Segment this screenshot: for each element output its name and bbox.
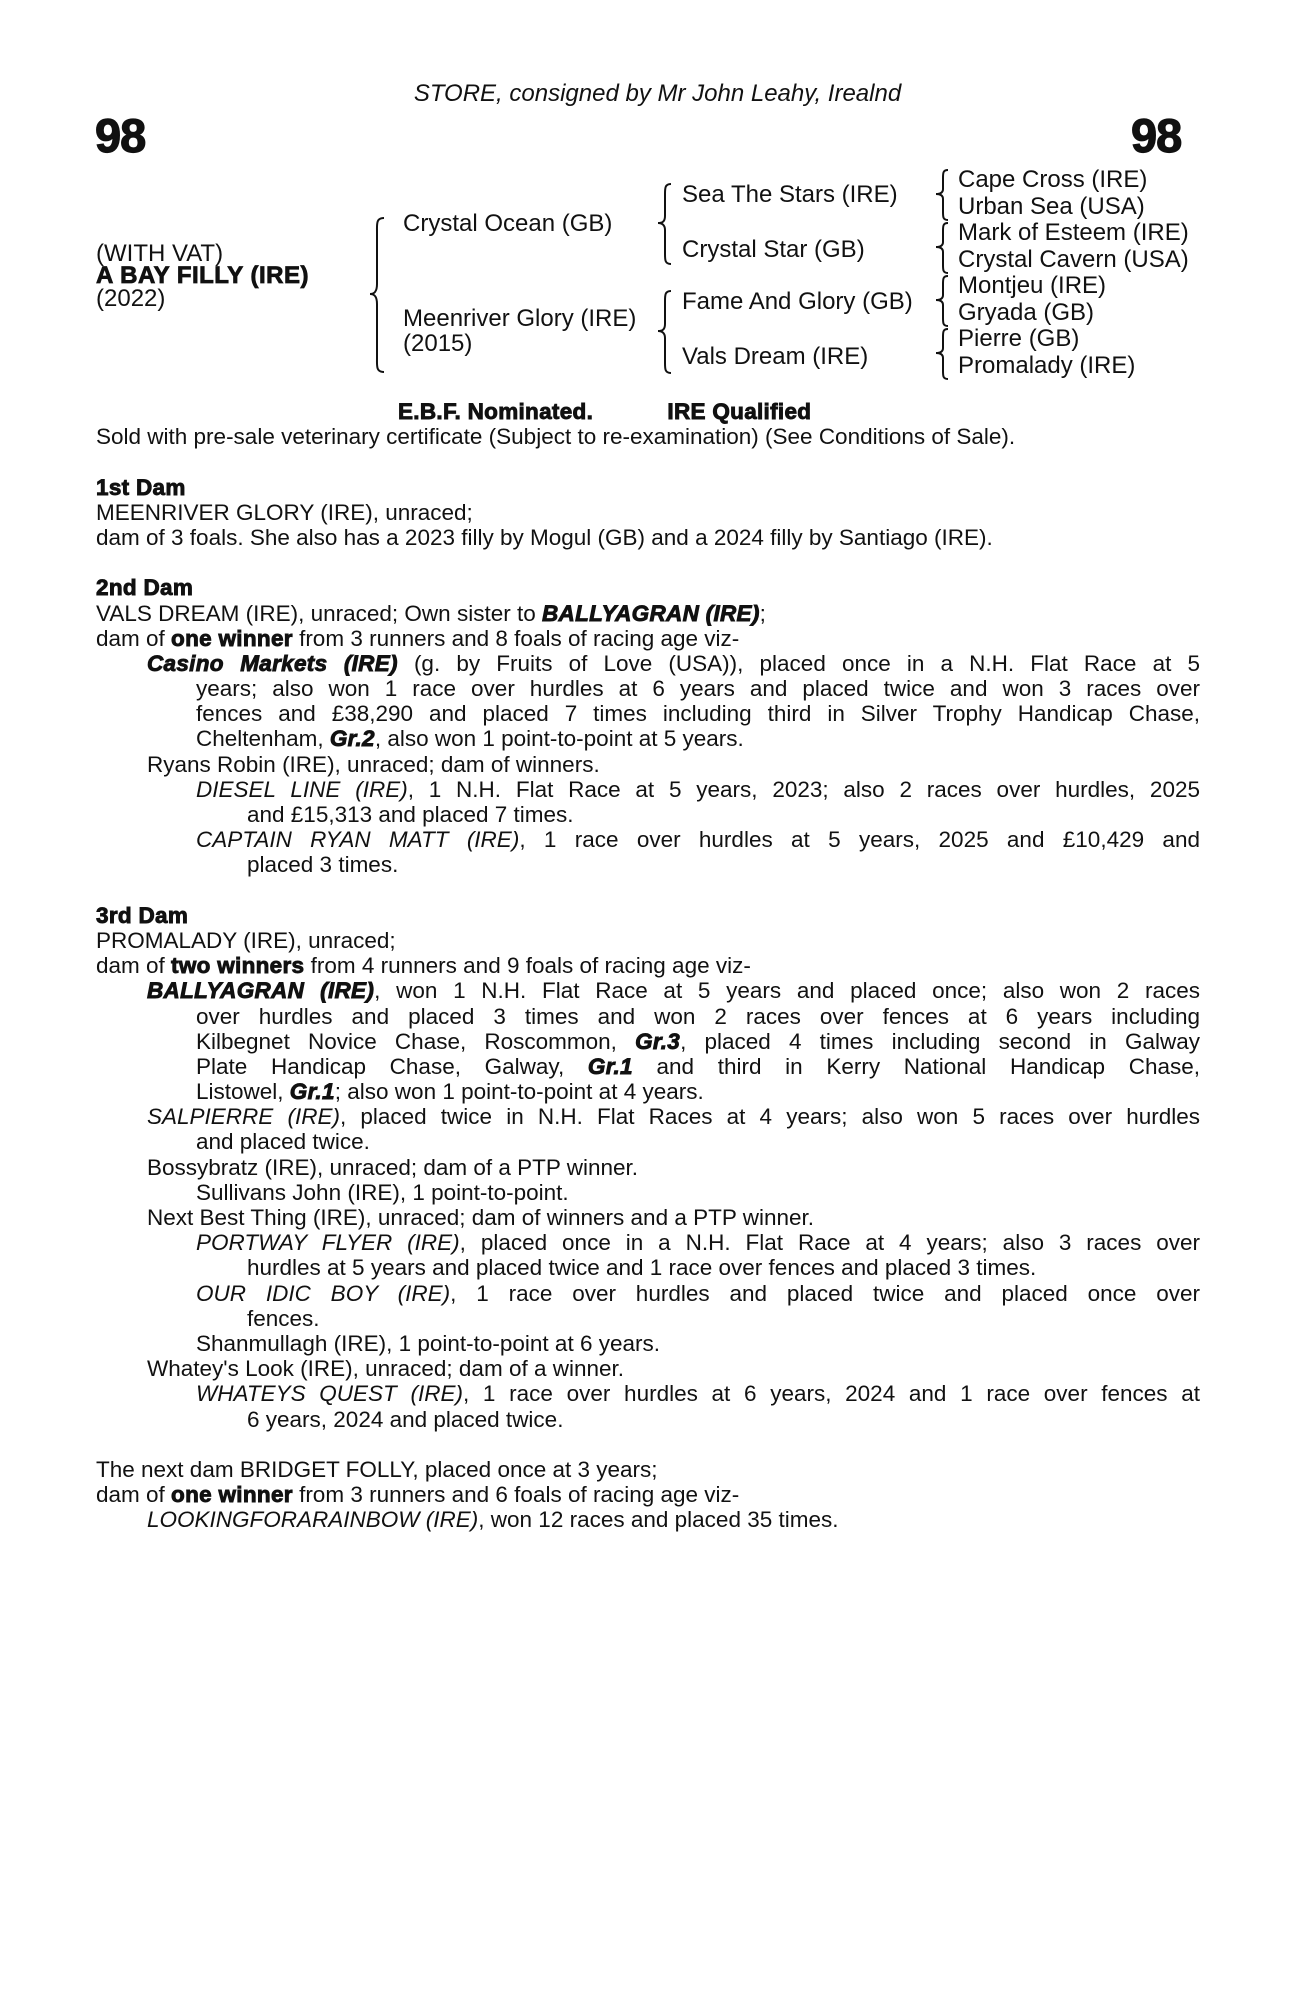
body-text: Sullivans John (IRE), 1 point-to-point. <box>196 1179 569 1205</box>
body-line <box>96 852 1200 877</box>
body-line <box>96 802 1200 827</box>
horse-name-emphasis: Gr.1 <box>587 1053 633 1079</box>
ggp-1: Cape Cross (IRE) <box>958 166 1148 193</box>
body-text: , placed once in a N.H. Flat Race at 4 years; also 3 races over <box>459 1230 1200 1256</box>
section-heading: 2nd Dam <box>96 575 194 601</box>
body-line <box>96 953 1200 978</box>
ggp-2: Urban Sea (USA) <box>958 192 1145 220</box>
body-line <box>96 1230 1200 1255</box>
body-line <box>96 1205 1200 1230</box>
body-text: dam of <box>96 1482 172 1508</box>
body-text: dam of 3 foals. She also has a 2023 filly by Mogul (GB) and a 2024 filly by Santiago (IRE). <box>96 524 993 550</box>
body-line <box>96 651 1200 676</box>
horse-name-emphasis: Casino Markets (IRE) <box>147 650 398 676</box>
body-line <box>96 1079 1200 1104</box>
body-line <box>96 1029 1200 1054</box>
body-line <box>96 500 1200 525</box>
sire-sire: Sea The Stars (IRE) <box>682 181 898 208</box>
body-line <box>96 1381 1200 1406</box>
horse-name-emphasis: WHATEYS QUEST (IRE) <box>196 1381 463 1407</box>
body-line <box>96 1331 1200 1356</box>
body-text: , 1 race over hurdles at 5 years, 2025 and £10,429 and <box>519 827 1200 853</box>
body-text: and third in Kerry National Handicap Chase, <box>632 1053 1200 1079</box>
horse-name: A BAY FILLY (IRE) <box>96 262 309 289</box>
horse-name-emphasis: one winner <box>171 625 293 651</box>
dam-name: Meenriver Glory (IRE) <box>403 305 637 332</box>
body-text: Bossybratz (IRE), unraced; dam of a PTP winner. <box>147 1154 639 1180</box>
body-text: ; also won 1 point-to-point at 4 years. <box>334 1079 704 1105</box>
horse-name-emphasis: Gr.3 <box>635 1028 681 1054</box>
body-text: and £15,313 and placed 7 times. <box>247 802 574 827</box>
pedigree-brace-main <box>368 216 388 376</box>
body-text: over hurdles and placed 3 times and won 2 races over fences at 6 years including <box>196 1003 1200 1029</box>
body-text: , 1 race over hurdles and placed twice and placed once over <box>450 1280 1200 1306</box>
spacer <box>96 1432 1200 1457</box>
body-text: dam of <box>96 625 172 651</box>
horse-name-emphasis: BALLYAGRAN (IRE) <box>147 978 375 1004</box>
section-heading: 3rd Dam <box>96 902 189 928</box>
body-line <box>96 1281 1200 1306</box>
body-line <box>96 903 1200 928</box>
body-text: , 1 N.H. Flat Race at 5 years, 2023; also 2 races over hurdles, 2025 <box>407 776 1200 802</box>
body-line <box>96 777 1200 802</box>
ggp-8: Promalady (IRE) <box>958 351 1136 379</box>
horse-name-emphasis: CAPTAIN RYAN MATT (IRE) <box>196 827 520 853</box>
body-line <box>96 701 1200 726</box>
body-text: ; <box>759 600 766 626</box>
ggp-7: Pierre (GB) <box>958 325 1080 352</box>
body-line <box>96 475 1200 500</box>
lot-number-left: 98 <box>95 109 146 162</box>
pedigree-brace-sire <box>655 182 675 266</box>
body-line <box>96 1482 1200 1507</box>
pedigree-brace-g4 <box>933 327 951 381</box>
pedigree-brace-g3 <box>933 274 951 328</box>
body-text: Whatey's Look (IRE), unraced; dam of a winner. <box>147 1356 625 1382</box>
body-line <box>96 1129 1200 1154</box>
spacer <box>96 550 1200 575</box>
body-text: VALS DREAM (IRE), unraced; Own sister to <box>96 600 542 626</box>
pedigree-brace-dam <box>655 289 675 375</box>
body-line <box>96 1255 1200 1280</box>
ggp-5: Montjeu (IRE) <box>958 272 1107 299</box>
ggp-6: Gryada (GB) <box>958 298 1095 326</box>
ggp-3: Mark of Esteem (IRE) <box>958 219 1189 246</box>
body-line <box>96 1356 1200 1381</box>
dam-history <box>96 475 1200 1533</box>
nominations-line <box>96 399 1200 424</box>
spacer <box>96 878 1200 903</box>
body-line <box>96 726 1200 751</box>
body-text: fences. <box>247 1305 320 1331</box>
horse-name-emphasis: DIESEL LINE (IRE) <box>196 776 408 802</box>
pedigree-brace-g1 <box>933 168 951 222</box>
body-text: 6 years, 2024 and placed twice. <box>247 1406 564 1432</box>
body-text: from 4 runners and 9 foals of racing age viz- <box>304 953 751 979</box>
body-line <box>96 978 1200 1003</box>
body-text: , won 12 races and placed 35 times. <box>478 1507 839 1533</box>
body-line <box>96 575 1200 600</box>
body-text: The next dam BRIDGET FOLLY, placed once at 3 years; <box>96 1456 658 1482</box>
body-text: (g. by Fruits of Love (USA)), placed once in a N.H. Flat Race at 5 <box>397 650 1200 676</box>
horse-name-emphasis: SALPIERRE (IRE) <box>147 1104 340 1130</box>
body-line <box>96 1306 1200 1331</box>
vet-certificate-note: Sold with pre-sale veterinary certificate (Subject to re-examination) (See Conditions of Sale). <box>96 424 1016 450</box>
body-line <box>96 1004 1200 1029</box>
body-text: Ryans Robin (IRE), unraced; dam of winners. <box>147 751 600 777</box>
body-line <box>96 1507 1200 1532</box>
body-text: MEENRIVER GLORY (IRE), unraced; <box>96 499 473 525</box>
horse-name-emphasis: one winner <box>171 1482 293 1508</box>
horse-name-emphasis: Gr.2 <box>329 726 375 752</box>
ggp-4: Crystal Cavern (USA) <box>958 245 1189 273</box>
body-line <box>96 928 1200 953</box>
ebf-nominated: E.B.F. Nominated. <box>398 399 594 424</box>
body-line <box>96 1104 1200 1129</box>
body-text: , placed 4 times including second in Galway <box>680 1028 1200 1054</box>
body-text: Cheltenham, <box>196 726 330 752</box>
body-text: fences and £38,290 and placed 7 times including third in Silver Trophy Handicap Chase, <box>196 701 1200 727</box>
ire-qualified: IRE Qualified <box>667 399 812 424</box>
body-text: dam of <box>96 953 172 979</box>
dam-year: (2015) <box>403 330 473 357</box>
body-text: , won 1 N.H. Flat Race at 5 years and placed once; also won 2 races <box>374 978 1200 1004</box>
pedigree-brace-g2 <box>933 221 951 275</box>
body-text: Listowel, <box>196 1079 290 1105</box>
horse-name-emphasis: Gr.1 <box>289 1079 335 1105</box>
body-text: Plate Handicap Chase, Galway, <box>196 1053 588 1079</box>
spacer <box>96 449 1200 474</box>
consignor-line: STORE, consigned by Mr John Leahy, Irealnd <box>413 80 902 107</box>
body-text: years; also won 1 race over hurdles at 6 years and placed twice and won 3 races over <box>196 676 1200 702</box>
foaled-year: (2022) <box>96 285 166 312</box>
body-line <box>96 601 1200 626</box>
sire-name: Crystal Ocean (GB) <box>403 210 613 237</box>
body-text: placed 3 times. <box>247 852 399 878</box>
body-text: hurdles at 5 years and placed twice and 1 race over fences and placed 3 times. <box>247 1255 1037 1281</box>
vat-note: (WITH VAT) <box>96 240 224 267</box>
body-text: , also won 1 point-to-point at 5 years. <box>374 726 744 752</box>
body-text: , 1 race over hurdles at 6 years, 2024 and 1 race over fences at <box>462 1381 1200 1407</box>
body-line <box>96 827 1200 852</box>
catalogue-body <box>96 399 1200 1532</box>
body-text: from 3 runners and 6 foals of racing age viz- <box>292 1482 740 1508</box>
body-line <box>96 676 1200 701</box>
sire-dam: Crystal Star (GB) <box>682 236 865 263</box>
body-text: Kilbegnet Novice Chase, Roscommon, <box>196 1028 636 1054</box>
horse-name-emphasis: PORTWAY FLYER (IRE) <box>196 1230 460 1256</box>
body-line <box>96 1407 1200 1432</box>
body-line <box>96 1155 1200 1180</box>
dam-dam: Vals Dream (IRE) <box>682 343 869 370</box>
body-text: , placed twice in N.H. Flat Races at 4 years; also won 5 races over hurdles <box>339 1104 1200 1130</box>
horse-name-emphasis: LOOKINGFORARAINBOW (IRE) <box>147 1507 479 1533</box>
lot-number-right: 98 <box>1131 109 1182 162</box>
body-line <box>96 1457 1200 1482</box>
body-text: Shanmullagh (IRE), 1 point-to-point at 6 years. <box>196 1330 660 1356</box>
body-line <box>96 752 1200 777</box>
section-heading: 1st Dam <box>96 474 186 500</box>
body-text: PROMALADY (IRE), unraced; <box>96 927 396 953</box>
body-line <box>96 626 1200 651</box>
body-text: from 3 runners and 8 foals of racing age viz- <box>292 625 740 651</box>
horse-name-emphasis: two winners <box>171 953 305 979</box>
body-line <box>96 1054 1200 1079</box>
body-line <box>96 525 1200 550</box>
horse-name-emphasis: OUR IDIC BOY (IRE) <box>196 1280 451 1306</box>
body-line <box>96 1180 1200 1205</box>
dam-sire: Fame And Glory (GB) <box>682 288 913 315</box>
body-text: Next Best Thing (IRE), unraced; dam of winners and a PTP winner. <box>147 1205 814 1230</box>
horse-name-emphasis: BALLYAGRAN (IRE) <box>541 600 760 626</box>
body-text: and placed twice. <box>196 1129 370 1155</box>
